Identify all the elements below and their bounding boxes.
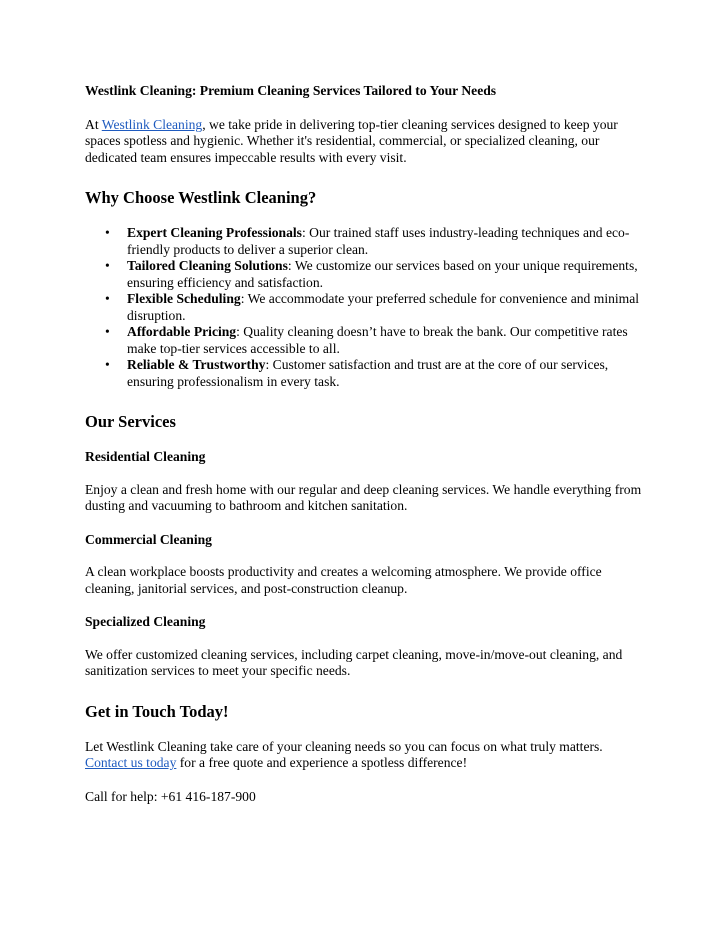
commercial-cleaning-heading: Commercial Cleaning bbox=[85, 531, 212, 547]
bullet-icon: • bbox=[105, 225, 110, 240]
document-page bbox=[85, 83, 645, 822]
bullet-icon: • bbox=[105, 357, 110, 372]
intro-paragraph bbox=[85, 117, 645, 167]
list-item-text: : We customize our services based on your unique requirements, ensuring efficiency and satisfaction. bbox=[127, 258, 638, 290]
commercial-cleaning-text: A clean workplace boosts productivity and creates a welcoming atmosphere. We provide office cleaning, janitorial services, and post-construction cleanup. bbox=[85, 564, 602, 596]
contact-text: Let Westlink Cleaning take care of your cleaning needs so you can focus on what truly matters. bbox=[85, 738, 603, 754]
why-choose-list bbox=[85, 225, 645, 390]
list-item-term: Affordable Pricing bbox=[127, 324, 237, 339]
list-item bbox=[105, 357, 645, 390]
list-item-term: Tailored Cleaning Solutions bbox=[127, 258, 288, 273]
call-for-help: Call for help: +61 416-187-900 bbox=[85, 788, 256, 804]
residential-cleaning-heading: Residential Cleaning bbox=[85, 449, 206, 464]
contact-after-link: for a free quote and experience a spotless difference! bbox=[176, 755, 468, 770]
our-services-heading: Our Services bbox=[85, 412, 176, 431]
contact-paragraph bbox=[85, 739, 645, 772]
list-item bbox=[105, 225, 645, 258]
list-item-term: Flexible Scheduling bbox=[127, 291, 241, 306]
intro-after-link: , we take pride in delivering top-tier cleaning services designed to keep your spaces spotless and hygienic. Whether it's residential, commercial, or specialized cleaning, our dedicated team ensures impeccable results with every visit. bbox=[85, 116, 618, 165]
bullet-icon: • bbox=[105, 258, 110, 273]
list-item-text: : Customer satisfaction and trust are at the core of our services, ensuring professionalism in every task. bbox=[127, 357, 609, 389]
why-choose-heading: Why Choose Westlink Cleaning? bbox=[85, 188, 317, 207]
list-item bbox=[105, 258, 645, 291]
list-item-text: : Quality cleaning doesn’t have to break the bank. Our competitive rates make top-tier services accessible to all. bbox=[127, 324, 628, 356]
list-item-text: : We accommodate your preferred schedule for convenience and minimal disruption. bbox=[127, 291, 640, 323]
list-item bbox=[105, 291, 645, 324]
intro-before-link: At bbox=[85, 116, 102, 132]
bullet-icon: • bbox=[105, 324, 110, 339]
list-item-text: : Our trained staff uses industry-leading techniques and eco-friendly products to deliver a superior clean. bbox=[127, 225, 630, 257]
document-title: Westlink Cleaning: Premium Cleaning Services Tailored to Your Needs bbox=[85, 83, 497, 98]
residential-cleaning-text: Enjoy a clean and fresh home with our regular and deep cleaning services. We handle everything from dusting and vacuuming to bathroom and kitchen sanitation. bbox=[85, 481, 642, 513]
list-item bbox=[105, 324, 645, 357]
contact-us-link[interactable]: Contact us today bbox=[85, 755, 177, 770]
bullet-icon: • bbox=[105, 291, 110, 306]
westlink-cleaning-link[interactable]: Westlink Cleaning bbox=[101, 116, 203, 132]
specialized-cleaning-heading: Specialized Cleaning bbox=[85, 614, 206, 629]
specialized-cleaning-text: We offer customized cleaning services, including carpet cleaning, move-in/move-out cleaning, and sanitization services to meet your specific needs. bbox=[85, 646, 623, 678]
get-in-touch-heading: Get in Touch Today! bbox=[85, 701, 229, 721]
list-item-term: Expert Cleaning Professionals bbox=[127, 225, 302, 240]
list-item-term: Reliable & Trustworthy bbox=[127, 357, 266, 372]
